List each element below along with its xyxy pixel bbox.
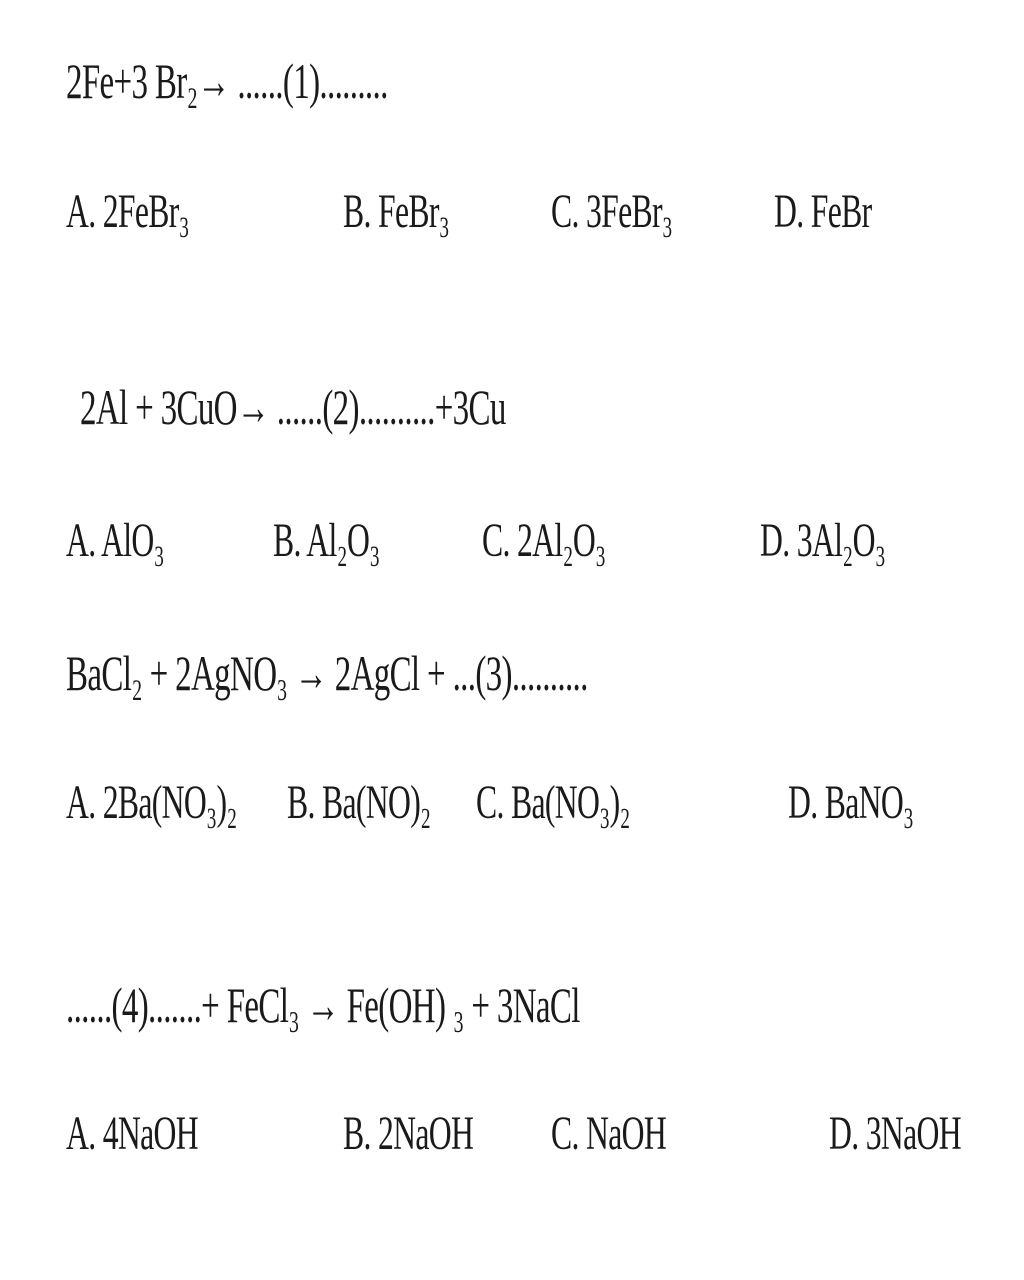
question-2-option-c[interactable]: C. 2Al₂O₃ [482, 514, 606, 567]
question-3-option-a[interactable]: A. 2Ba(NO₃)₂ [66, 776, 237, 829]
question-1-option-d[interactable]: D. FeBr [774, 185, 872, 238]
question-3-option-c[interactable]: C. Ba(NO₃)₂ [476, 776, 630, 829]
question-4-option-b[interactable]: B. 2NaOH [343, 1107, 474, 1160]
question-1-option-b[interactable]: B. FeBr₃ [343, 185, 450, 238]
question-3-option-b[interactable]: B. Ba(NO)₂ [287, 776, 431, 829]
question-4-equation: ......(4).......+ FeCl₃ → Fe(OH) ₃ + 3NaCl [66, 977, 580, 1033]
question-4-option-c[interactable]: C. NaOH [551, 1107, 667, 1160]
question-1-option-c[interactable]: C. 3FeBr₃ [551, 185, 673, 238]
question-1-equation: 2Fe+3 Br₂→ ......(1)......... [66, 53, 388, 109]
question-3-equation: BaCl₂ + 2AgNO₃ → 2AgCl + ...(3).......... [66, 645, 588, 701]
question-2-option-a[interactable]: A. AlO₃ [66, 514, 164, 567]
question-1-option-a[interactable]: A. 2FeBr₃ [66, 185, 190, 238]
question-4-option-d[interactable]: D. 3NaOH [829, 1107, 961, 1160]
question-2-option-b[interactable]: B. Al₂O₃ [273, 514, 380, 567]
question-2-option-d[interactable]: D. 3Al₂O₃ [760, 514, 886, 567]
question-2-equation: 2Al + 3CuO→ ......(2)..........+3Cu [80, 379, 506, 435]
question-3-option-d[interactable]: D. BaNO₃ [788, 776, 914, 829]
question-4-option-a[interactable]: A. 4NaOH [66, 1107, 198, 1160]
